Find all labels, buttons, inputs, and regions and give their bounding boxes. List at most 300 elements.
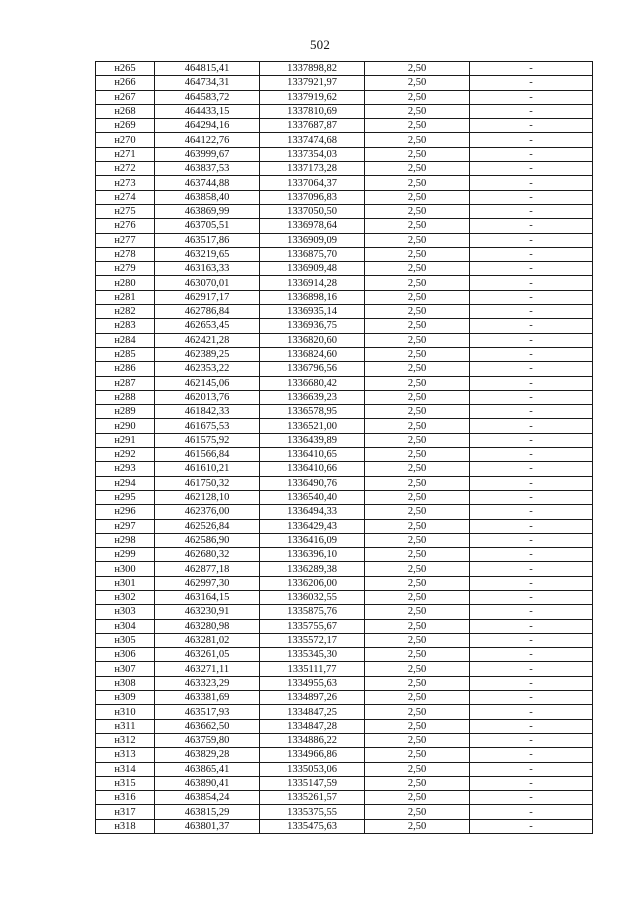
table-row xyxy=(96,219,593,233)
table-row xyxy=(96,290,593,304)
point-id-cell: н286 xyxy=(96,362,155,376)
note-cell: - xyxy=(470,719,593,733)
y-coordinate-cell: 1334886,22 xyxy=(260,733,365,747)
accuracy-cell: 2,50 xyxy=(365,162,470,176)
page-number: 502 xyxy=(309,37,331,52)
point-id-cell: н297 xyxy=(96,519,155,533)
point-id-cell: н271 xyxy=(96,147,155,161)
note-cell: - xyxy=(470,519,593,533)
y-coordinate-cell: 1334897,26 xyxy=(260,691,365,705)
y-coordinate-cell: 1337898,82 xyxy=(260,62,365,76)
accuracy-cell: 2,50 xyxy=(365,662,470,676)
y-coordinate-cell: 1334847,28 xyxy=(260,719,365,733)
y-coordinate-cell: 1336490,76 xyxy=(260,476,365,490)
note-cell: - xyxy=(470,190,593,204)
x-coordinate-cell: 461842,33 xyxy=(155,405,260,419)
note-cell: - xyxy=(470,605,593,619)
point-id-cell: н295 xyxy=(96,490,155,504)
note-cell: - xyxy=(470,433,593,447)
x-coordinate-cell: 463163,33 xyxy=(155,262,260,276)
note-cell: - xyxy=(470,147,593,161)
y-coordinate-cell: 1336206,00 xyxy=(260,576,365,590)
point-id-cell: н290 xyxy=(96,419,155,433)
point-id-cell: н289 xyxy=(96,405,155,419)
y-coordinate-cell: 1336898,16 xyxy=(260,290,365,304)
accuracy-cell: 2,50 xyxy=(365,376,470,390)
x-coordinate-cell: 463854,24 xyxy=(155,791,260,805)
x-coordinate-cell: 462786,84 xyxy=(155,305,260,319)
point-id-cell: н279 xyxy=(96,262,155,276)
x-coordinate-cell: 462421,28 xyxy=(155,333,260,347)
x-coordinate-cell: 463230,91 xyxy=(155,605,260,619)
point-id-cell: н306 xyxy=(96,648,155,662)
y-coordinate-cell: 1336936,75 xyxy=(260,319,365,333)
note-cell: - xyxy=(470,390,593,404)
y-coordinate-cell: 1336796,56 xyxy=(260,362,365,376)
x-coordinate-cell: 462145,06 xyxy=(155,376,260,390)
accuracy-cell: 2,50 xyxy=(365,219,470,233)
table-row xyxy=(96,104,593,118)
point-id-cell: н283 xyxy=(96,319,155,333)
x-coordinate-cell: 464734,31 xyxy=(155,76,260,90)
x-coordinate-cell: 463517,86 xyxy=(155,233,260,247)
table-row xyxy=(96,233,593,247)
note-cell: - xyxy=(470,204,593,218)
table-row xyxy=(96,376,593,390)
note-cell: - xyxy=(470,462,593,476)
table-row xyxy=(96,347,593,361)
table-row xyxy=(96,405,593,419)
table-row xyxy=(96,119,593,133)
note-cell: - xyxy=(470,90,593,104)
point-id-cell: н310 xyxy=(96,705,155,719)
x-coordinate-cell: 463890,41 xyxy=(155,776,260,790)
table-row xyxy=(96,648,593,662)
table-row xyxy=(96,590,593,604)
point-id-cell: н313 xyxy=(96,748,155,762)
y-coordinate-cell: 1335261,57 xyxy=(260,791,365,805)
y-coordinate-cell: 1336578,95 xyxy=(260,405,365,419)
x-coordinate-cell: 464294,16 xyxy=(155,119,260,133)
y-coordinate-cell: 1336639,23 xyxy=(260,390,365,404)
table-row xyxy=(96,305,593,319)
point-id-cell: н267 xyxy=(96,90,155,104)
point-id-cell: н291 xyxy=(96,433,155,447)
point-id-cell: н274 xyxy=(96,190,155,204)
y-coordinate-cell: 1337921,97 xyxy=(260,76,365,90)
accuracy-cell: 2,50 xyxy=(365,791,470,805)
table-row xyxy=(96,791,593,805)
note-cell: - xyxy=(470,791,593,805)
point-id-cell: н273 xyxy=(96,176,155,190)
note-cell: - xyxy=(470,362,593,376)
accuracy-cell: 2,50 xyxy=(365,90,470,104)
note-cell: - xyxy=(470,405,593,419)
accuracy-cell: 2,50 xyxy=(365,347,470,361)
y-coordinate-cell: 1336410,66 xyxy=(260,462,365,476)
coordinates-table xyxy=(95,61,593,834)
point-id-cell: н282 xyxy=(96,305,155,319)
note-cell: - xyxy=(470,305,593,319)
point-id-cell: н316 xyxy=(96,791,155,805)
y-coordinate-cell: 1336909,48 xyxy=(260,262,365,276)
table-row xyxy=(96,676,593,690)
accuracy-cell: 2,50 xyxy=(365,362,470,376)
x-coordinate-cell: 463837,53 xyxy=(155,162,260,176)
x-coordinate-cell: 463865,41 xyxy=(155,762,260,776)
table-row xyxy=(96,147,593,161)
accuracy-cell: 2,50 xyxy=(365,262,470,276)
note-cell: - xyxy=(470,691,593,705)
x-coordinate-cell: 463281,02 xyxy=(155,633,260,647)
y-coordinate-cell: 1335475,63 xyxy=(260,819,365,833)
table-row xyxy=(96,319,593,333)
note-cell: - xyxy=(470,119,593,133)
accuracy-cell: 2,50 xyxy=(365,490,470,504)
table-row xyxy=(96,448,593,462)
table-row xyxy=(96,162,593,176)
point-id-cell: н278 xyxy=(96,247,155,261)
accuracy-cell: 2,50 xyxy=(365,533,470,547)
x-coordinate-cell: 462353,22 xyxy=(155,362,260,376)
y-coordinate-cell: 1336824,60 xyxy=(260,347,365,361)
y-coordinate-cell: 1335572,17 xyxy=(260,633,365,647)
note-cell: - xyxy=(470,576,593,590)
x-coordinate-cell: 463517,93 xyxy=(155,705,260,719)
accuracy-cell: 2,50 xyxy=(365,405,470,419)
point-id-cell: н315 xyxy=(96,776,155,790)
point-id-cell: н281 xyxy=(96,290,155,304)
table-row xyxy=(96,176,593,190)
y-coordinate-cell: 1336978,64 xyxy=(260,219,365,233)
y-coordinate-cell: 1336439,89 xyxy=(260,433,365,447)
x-coordinate-cell: 462128,10 xyxy=(155,490,260,504)
note-cell: - xyxy=(470,733,593,747)
table-row xyxy=(96,490,593,504)
x-coordinate-cell: 464583,72 xyxy=(155,90,260,104)
x-coordinate-cell: 464815,41 xyxy=(155,62,260,76)
y-coordinate-cell: 1336909,09 xyxy=(260,233,365,247)
y-coordinate-cell: 1336032,55 xyxy=(260,590,365,604)
note-cell: - xyxy=(470,648,593,662)
x-coordinate-cell: 463759,80 xyxy=(155,733,260,747)
accuracy-cell: 2,50 xyxy=(365,247,470,261)
y-coordinate-cell: 1337096,83 xyxy=(260,190,365,204)
x-coordinate-cell: 461566,84 xyxy=(155,448,260,462)
table-row xyxy=(96,733,593,747)
accuracy-cell: 2,50 xyxy=(365,619,470,633)
point-id-cell: н312 xyxy=(96,733,155,747)
point-id-cell: н284 xyxy=(96,333,155,347)
accuracy-cell: 2,50 xyxy=(365,104,470,118)
y-coordinate-cell: 1335147,59 xyxy=(260,776,365,790)
coordinates-table-body xyxy=(96,62,593,834)
note-cell: - xyxy=(470,448,593,462)
note-cell: - xyxy=(470,219,593,233)
note-cell: - xyxy=(470,533,593,547)
table-row xyxy=(96,204,593,218)
x-coordinate-cell: 462917,17 xyxy=(155,290,260,304)
accuracy-cell: 2,50 xyxy=(365,733,470,747)
table-row xyxy=(96,576,593,590)
table-row xyxy=(96,762,593,776)
accuracy-cell: 2,50 xyxy=(365,705,470,719)
accuracy-cell: 2,50 xyxy=(365,605,470,619)
x-coordinate-cell: 462680,32 xyxy=(155,548,260,562)
x-coordinate-cell: 463869,99 xyxy=(155,204,260,218)
note-cell: - xyxy=(470,233,593,247)
note-cell: - xyxy=(470,247,593,261)
x-coordinate-cell: 461750,32 xyxy=(155,476,260,490)
y-coordinate-cell: 1336935,14 xyxy=(260,305,365,319)
note-cell: - xyxy=(470,262,593,276)
note-cell: - xyxy=(470,419,593,433)
accuracy-cell: 2,50 xyxy=(365,147,470,161)
table-row xyxy=(96,562,593,576)
y-coordinate-cell: 1336410,65 xyxy=(260,448,365,462)
x-coordinate-cell: 463070,01 xyxy=(155,276,260,290)
note-cell: - xyxy=(470,805,593,819)
x-coordinate-cell: 462653,45 xyxy=(155,319,260,333)
y-coordinate-cell: 1334955,63 xyxy=(260,676,365,690)
accuracy-cell: 2,50 xyxy=(365,805,470,819)
accuracy-cell: 2,50 xyxy=(365,419,470,433)
table-row xyxy=(96,276,593,290)
point-id-cell: н268 xyxy=(96,104,155,118)
y-coordinate-cell: 1336396,10 xyxy=(260,548,365,562)
accuracy-cell: 2,50 xyxy=(365,719,470,733)
x-coordinate-cell: 463662,50 xyxy=(155,719,260,733)
table-row xyxy=(96,433,593,447)
table-row xyxy=(96,62,593,76)
note-cell: - xyxy=(470,590,593,604)
note-cell: - xyxy=(470,176,593,190)
point-id-cell: н318 xyxy=(96,819,155,833)
note-cell: - xyxy=(470,162,593,176)
x-coordinate-cell: 463705,51 xyxy=(155,219,260,233)
y-coordinate-cell: 1336494,33 xyxy=(260,505,365,519)
point-id-cell: н280 xyxy=(96,276,155,290)
point-id-cell: н309 xyxy=(96,691,155,705)
x-coordinate-cell: 462997,30 xyxy=(155,576,260,590)
point-id-cell: н314 xyxy=(96,762,155,776)
note-cell: - xyxy=(470,476,593,490)
y-coordinate-cell: 1336540,40 xyxy=(260,490,365,504)
point-id-cell: н288 xyxy=(96,390,155,404)
table-row xyxy=(96,333,593,347)
x-coordinate-cell: 461675,53 xyxy=(155,419,260,433)
table-row xyxy=(96,633,593,647)
note-cell: - xyxy=(470,562,593,576)
x-coordinate-cell: 463858,40 xyxy=(155,190,260,204)
table-row xyxy=(96,691,593,705)
y-coordinate-cell: 1337050,50 xyxy=(260,204,365,218)
note-cell: - xyxy=(470,819,593,833)
note-cell: - xyxy=(470,762,593,776)
accuracy-cell: 2,50 xyxy=(365,190,470,204)
y-coordinate-cell: 1336416,09 xyxy=(260,533,365,547)
table-row xyxy=(96,748,593,762)
x-coordinate-cell: 462376,00 xyxy=(155,505,260,519)
note-cell: - xyxy=(470,104,593,118)
point-id-cell: н302 xyxy=(96,590,155,604)
table-row xyxy=(96,476,593,490)
y-coordinate-cell: 1337064,37 xyxy=(260,176,365,190)
point-id-cell: н272 xyxy=(96,162,155,176)
y-coordinate-cell: 1337919,62 xyxy=(260,90,365,104)
accuracy-cell: 2,50 xyxy=(365,319,470,333)
y-coordinate-cell: 1335375,55 xyxy=(260,805,365,819)
note-cell: - xyxy=(470,633,593,647)
note-cell: - xyxy=(470,290,593,304)
point-id-cell: н275 xyxy=(96,204,155,218)
x-coordinate-cell: 463271,11 xyxy=(155,662,260,676)
accuracy-cell: 2,50 xyxy=(365,476,470,490)
y-coordinate-cell: 1336289,38 xyxy=(260,562,365,576)
x-coordinate-cell: 464433,15 xyxy=(155,104,260,118)
accuracy-cell: 2,50 xyxy=(365,176,470,190)
point-id-cell: н266 xyxy=(96,76,155,90)
table-row xyxy=(96,462,593,476)
table-row xyxy=(96,548,593,562)
accuracy-cell: 2,50 xyxy=(365,276,470,290)
accuracy-cell: 2,50 xyxy=(365,762,470,776)
table-row xyxy=(96,619,593,633)
table-row xyxy=(96,390,593,404)
accuracy-cell: 2,50 xyxy=(365,390,470,404)
accuracy-cell: 2,50 xyxy=(365,133,470,147)
x-coordinate-cell: 462389,25 xyxy=(155,347,260,361)
note-cell: - xyxy=(470,276,593,290)
accuracy-cell: 2,50 xyxy=(365,76,470,90)
y-coordinate-cell: 1336875,70 xyxy=(260,247,365,261)
point-id-cell: н305 xyxy=(96,633,155,647)
point-id-cell: н276 xyxy=(96,219,155,233)
point-id-cell: н299 xyxy=(96,548,155,562)
note-cell: - xyxy=(470,776,593,790)
y-coordinate-cell: 1337354,03 xyxy=(260,147,365,161)
note-cell: - xyxy=(470,347,593,361)
accuracy-cell: 2,50 xyxy=(365,448,470,462)
point-id-cell: н300 xyxy=(96,562,155,576)
note-cell: - xyxy=(470,319,593,333)
table-row xyxy=(96,247,593,261)
y-coordinate-cell: 1334966,86 xyxy=(260,748,365,762)
y-coordinate-cell: 1335111,77 xyxy=(260,662,365,676)
accuracy-cell: 2,50 xyxy=(365,119,470,133)
note-cell: - xyxy=(470,619,593,633)
x-coordinate-cell: 463744,88 xyxy=(155,176,260,190)
note-cell: - xyxy=(470,676,593,690)
table-row xyxy=(96,519,593,533)
y-coordinate-cell: 1336680,42 xyxy=(260,376,365,390)
x-coordinate-cell: 463323,29 xyxy=(155,676,260,690)
note-cell: - xyxy=(470,76,593,90)
point-id-cell: н296 xyxy=(96,505,155,519)
accuracy-cell: 2,50 xyxy=(365,462,470,476)
table-row xyxy=(96,505,593,519)
y-coordinate-cell: 1335755,67 xyxy=(260,619,365,633)
point-id-cell: н287 xyxy=(96,376,155,390)
y-coordinate-cell: 1337173,28 xyxy=(260,162,365,176)
point-id-cell: н292 xyxy=(96,448,155,462)
point-id-cell: н308 xyxy=(96,676,155,690)
x-coordinate-cell: 463164,15 xyxy=(155,590,260,604)
point-id-cell: н304 xyxy=(96,619,155,633)
accuracy-cell: 2,50 xyxy=(365,562,470,576)
note-cell: - xyxy=(470,548,593,562)
table-row xyxy=(96,662,593,676)
table-row xyxy=(96,705,593,719)
x-coordinate-cell: 463280,98 xyxy=(155,619,260,633)
table-row xyxy=(96,719,593,733)
y-coordinate-cell: 1335345,30 xyxy=(260,648,365,662)
point-id-cell: н298 xyxy=(96,533,155,547)
x-coordinate-cell: 463261,05 xyxy=(155,648,260,662)
accuracy-cell: 2,50 xyxy=(365,748,470,762)
point-id-cell: н265 xyxy=(96,62,155,76)
y-coordinate-cell: 1336914,28 xyxy=(260,276,365,290)
point-id-cell: н269 xyxy=(96,119,155,133)
accuracy-cell: 2,50 xyxy=(365,691,470,705)
x-coordinate-cell: 463381,69 xyxy=(155,691,260,705)
note-cell: - xyxy=(470,505,593,519)
note-cell: - xyxy=(470,490,593,504)
accuracy-cell: 2,50 xyxy=(365,548,470,562)
accuracy-cell: 2,50 xyxy=(365,433,470,447)
note-cell: - xyxy=(470,62,593,76)
accuracy-cell: 2,50 xyxy=(365,519,470,533)
x-coordinate-cell: 462877,18 xyxy=(155,562,260,576)
note-cell: - xyxy=(470,333,593,347)
note-cell: - xyxy=(470,133,593,147)
y-coordinate-cell: 1336521,00 xyxy=(260,419,365,433)
accuracy-cell: 2,50 xyxy=(365,333,470,347)
x-coordinate-cell: 462526,84 xyxy=(155,519,260,533)
y-coordinate-cell: 1336820,60 xyxy=(260,333,365,347)
note-cell: - xyxy=(470,705,593,719)
x-coordinate-cell: 463801,37 xyxy=(155,819,260,833)
table-row xyxy=(96,819,593,833)
accuracy-cell: 2,50 xyxy=(365,576,470,590)
accuracy-cell: 2,50 xyxy=(365,590,470,604)
point-id-cell: н285 xyxy=(96,347,155,361)
accuracy-cell: 2,50 xyxy=(365,505,470,519)
point-id-cell: н301 xyxy=(96,576,155,590)
table-row xyxy=(96,76,593,90)
note-cell: - xyxy=(470,376,593,390)
y-coordinate-cell: 1337687,87 xyxy=(260,119,365,133)
y-coordinate-cell: 1335875,76 xyxy=(260,605,365,619)
x-coordinate-cell: 463829,28 xyxy=(155,748,260,762)
table-row xyxy=(96,419,593,433)
accuracy-cell: 2,50 xyxy=(365,648,470,662)
x-coordinate-cell: 464122,76 xyxy=(155,133,260,147)
point-id-cell: н317 xyxy=(96,805,155,819)
x-coordinate-cell: 463999,67 xyxy=(155,147,260,161)
x-coordinate-cell: 463815,29 xyxy=(155,805,260,819)
accuracy-cell: 2,50 xyxy=(365,676,470,690)
note-cell: - xyxy=(470,748,593,762)
point-id-cell: н307 xyxy=(96,662,155,676)
y-coordinate-cell: 1335053,06 xyxy=(260,762,365,776)
accuracy-cell: 2,50 xyxy=(365,233,470,247)
accuracy-cell: 2,50 xyxy=(365,62,470,76)
y-coordinate-cell: 1337474,68 xyxy=(260,133,365,147)
accuracy-cell: 2,50 xyxy=(365,776,470,790)
table-row xyxy=(96,533,593,547)
accuracy-cell: 2,50 xyxy=(365,819,470,833)
